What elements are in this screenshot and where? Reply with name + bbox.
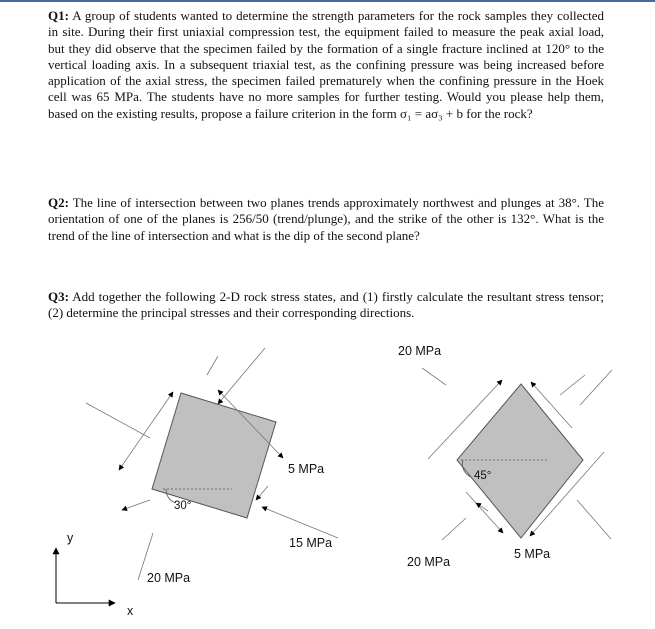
left-traction-line-g [122,500,150,510]
question-2-text: The line of intersection between two planes trends approximately northwest and plunges at 38°. The orientation of one of the planes is 256/50 (trend/plunge), and the strike of the other is 132°. What is the trend of the line of intersection and what is the dip of the second plane? [48,195,604,243]
left-stress-element [86,348,338,585]
question-3-text: Add together the following 2-D rock stress states, and (1) firstly calculate the resultant stress tensor; (2) determine the principal stresses and their corresponding directions. [48,289,604,321]
question-1-label: Q1: [48,8,69,23]
left-traction-line-a [86,403,150,438]
right-traction-line-d [560,375,585,395]
left-traction-line-c [207,356,218,375]
question-1-text: A group of students wanted to determine the strength parameters for the rock samples they collected in site. During their first uniaxial compression test, the equipment failed to measure the peak axial load, but they did observe that the specimen failed by the formation of a single fracture inclined at 120° to the vertical loading axis. In a subsequent triaxial test, as the confining pressure was being increased before application of the axial stress, the specimen failed prematurely when the confining pressure in the Hoek cell was 65 MPa. The students have no more samples for further testing. Would you please help them, based on the existing results, propose a failure criterion in the form σ₁ = aσ₃ + b for the rock? [48,8,604,121]
right-stress-label-top: 20 MPa [398,344,442,358]
y-axis-label: y [67,531,74,545]
question-3-label: Q3: [48,289,69,304]
left-traction-line-d [218,348,265,404]
left-traction-line-f [262,507,338,538]
left-stress-label-20: 20 MPa [147,571,191,585]
right-traction-line-i [442,518,466,540]
right-angle-label: 45° [474,470,492,482]
right-traction-line-f [577,500,611,539]
right-element-block [457,384,583,538]
left-stress-label-5: 5 MPa [288,462,325,476]
left-angle-label: 30° [174,500,192,512]
coordinate-axes [56,531,134,618]
left-stress-label-15: 15 MPa [289,536,333,550]
left-element-block [152,393,276,518]
left-traction-line-h [256,486,268,500]
right-stress-label-5: 5 MPa [514,547,551,561]
right-traction-line-a [422,368,446,385]
x-axis-label: x [127,604,134,618]
question-2-label: Q2: [48,195,69,210]
right-stress-element [398,344,612,569]
right-stress-label-bottom: 20 MPa [407,555,451,569]
